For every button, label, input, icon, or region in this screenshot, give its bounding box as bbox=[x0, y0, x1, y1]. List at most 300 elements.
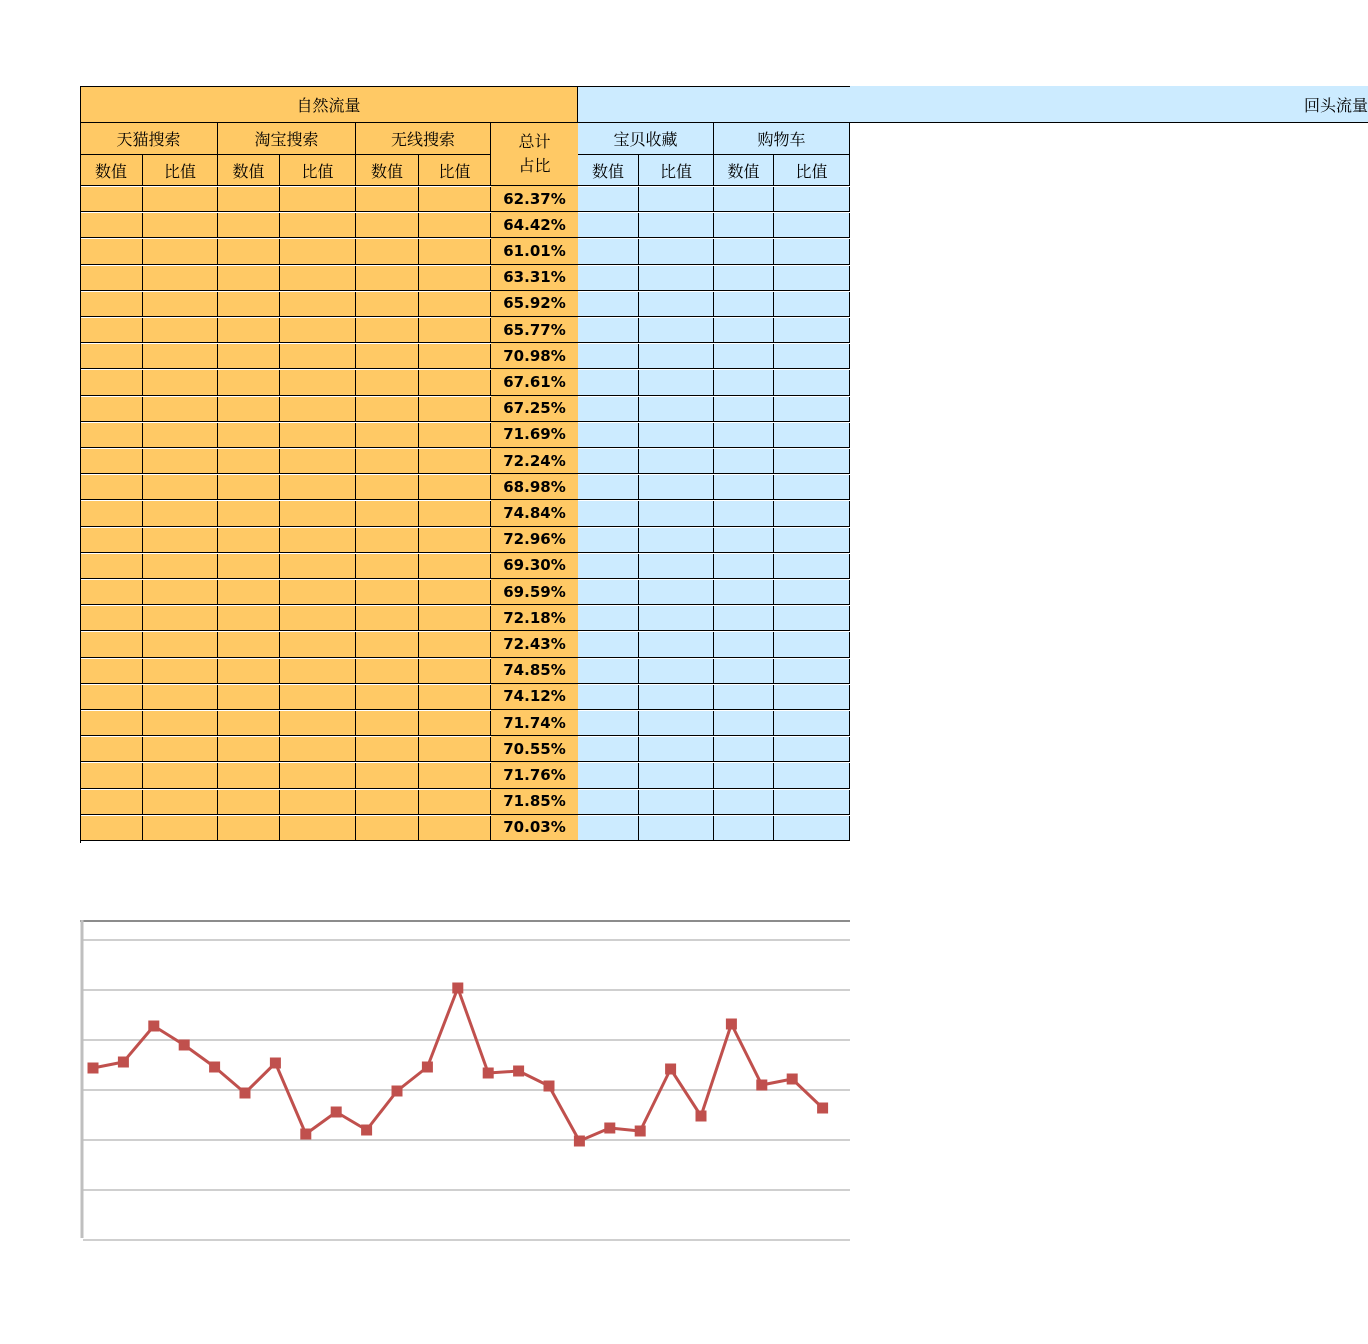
data-point bbox=[604, 1123, 615, 1134]
data-cell bbox=[280, 239, 356, 264]
data-cell bbox=[143, 266, 218, 291]
data-cell bbox=[714, 737, 774, 762]
data-cell bbox=[80, 475, 143, 500]
data-cell bbox=[218, 528, 280, 553]
data-cell bbox=[774, 790, 850, 815]
data-point bbox=[696, 1111, 707, 1122]
data-cell bbox=[419, 266, 491, 291]
col-header-ratio: 比值 bbox=[280, 155, 356, 186]
data-cell bbox=[80, 397, 143, 422]
data-cell bbox=[419, 187, 491, 212]
data-cell bbox=[218, 816, 280, 841]
data-cell bbox=[578, 816, 639, 841]
data-cell bbox=[774, 423, 850, 448]
data-cell bbox=[578, 659, 639, 684]
data-cell bbox=[639, 475, 714, 500]
data-cell bbox=[774, 554, 850, 579]
data-cell bbox=[218, 239, 280, 264]
data-cell bbox=[356, 475, 419, 500]
data-cell bbox=[218, 763, 280, 788]
data-cell bbox=[419, 554, 491, 579]
data-cell bbox=[218, 554, 280, 579]
data-cell bbox=[143, 711, 218, 736]
data-cell bbox=[639, 763, 714, 788]
data-cell bbox=[639, 606, 714, 631]
data-cell bbox=[143, 397, 218, 422]
table-top-border bbox=[80, 86, 850, 87]
data-cell bbox=[80, 528, 143, 553]
col-header-ratio: 比值 bbox=[639, 155, 714, 186]
total-ratio-cell: 62.37% bbox=[491, 186, 578, 212]
data-cell bbox=[80, 370, 143, 395]
data-cell bbox=[218, 423, 280, 448]
data-cell bbox=[280, 344, 356, 369]
data-cell bbox=[578, 475, 639, 500]
total-ratio-cell: 70.98% bbox=[491, 343, 578, 369]
data-cell bbox=[356, 187, 419, 212]
data-point bbox=[635, 1126, 646, 1137]
data-cell bbox=[714, 397, 774, 422]
data-cell bbox=[639, 737, 714, 762]
data-cell bbox=[419, 685, 491, 710]
data-cell bbox=[578, 606, 639, 631]
data-cell bbox=[774, 239, 850, 264]
data-cell bbox=[639, 423, 714, 448]
col-header-ratio: 比值 bbox=[419, 155, 491, 186]
col-header-value: 数值 bbox=[356, 155, 419, 186]
data-cell bbox=[218, 685, 280, 710]
total-ratio-cell: 72.18% bbox=[491, 605, 578, 631]
col-header-value: 数值 bbox=[578, 155, 639, 186]
total-ratio-cell: 65.92% bbox=[491, 291, 578, 317]
data-cell bbox=[774, 606, 850, 631]
data-cell bbox=[356, 816, 419, 841]
series-line bbox=[93, 988, 823, 1141]
data-cell bbox=[280, 213, 356, 238]
data-cell bbox=[80, 213, 143, 238]
data-point bbox=[209, 1062, 220, 1073]
data-cell bbox=[714, 580, 774, 605]
data-cell bbox=[143, 449, 218, 474]
data-cell bbox=[639, 632, 714, 657]
data-point bbox=[452, 983, 463, 994]
data-cell bbox=[419, 449, 491, 474]
data-cell bbox=[639, 187, 714, 212]
data-cell bbox=[143, 370, 218, 395]
data-cell bbox=[280, 370, 356, 395]
data-cell bbox=[578, 266, 639, 291]
data-cell bbox=[639, 213, 714, 238]
total-ratio-cell: 74.85% bbox=[491, 658, 578, 684]
data-cell bbox=[419, 344, 491, 369]
data-cell bbox=[356, 449, 419, 474]
data-cell bbox=[774, 659, 850, 684]
data-cell bbox=[774, 711, 850, 736]
data-cell bbox=[143, 344, 218, 369]
data-cell bbox=[280, 763, 356, 788]
data-cell bbox=[774, 580, 850, 605]
data-cell bbox=[714, 606, 774, 631]
data-cell bbox=[578, 213, 639, 238]
data-cell bbox=[218, 213, 280, 238]
data-cell bbox=[80, 292, 143, 317]
data-cell bbox=[419, 711, 491, 736]
data-cell bbox=[80, 266, 143, 291]
data-cell bbox=[356, 790, 419, 815]
data-cell bbox=[419, 501, 491, 526]
data-cell bbox=[143, 292, 218, 317]
data-cell bbox=[143, 763, 218, 788]
data-cell bbox=[639, 816, 714, 841]
data-cell bbox=[80, 554, 143, 579]
data-cell bbox=[356, 266, 419, 291]
data-cell bbox=[578, 449, 639, 474]
data-cell bbox=[419, 606, 491, 631]
data-cell bbox=[80, 685, 143, 710]
data-cell bbox=[639, 370, 714, 395]
col-header-value: 数值 bbox=[714, 155, 774, 186]
data-cell bbox=[774, 685, 850, 710]
data-cell bbox=[639, 318, 714, 343]
data-cell bbox=[774, 344, 850, 369]
data-cell bbox=[143, 737, 218, 762]
data-cell bbox=[714, 711, 774, 736]
data-point bbox=[422, 1062, 433, 1073]
data-cell bbox=[218, 187, 280, 212]
data-cell bbox=[774, 187, 850, 212]
data-cell bbox=[218, 266, 280, 291]
data-cell bbox=[714, 659, 774, 684]
data-cell bbox=[774, 501, 850, 526]
data-cell bbox=[280, 397, 356, 422]
data-cell bbox=[639, 501, 714, 526]
data-point bbox=[331, 1107, 342, 1118]
data-cell bbox=[143, 213, 218, 238]
data-cell bbox=[639, 659, 714, 684]
data-cell bbox=[280, 685, 356, 710]
data-cell bbox=[280, 528, 356, 553]
data-cell bbox=[774, 213, 850, 238]
data-point bbox=[270, 1058, 281, 1069]
data-point bbox=[240, 1088, 251, 1099]
data-cell bbox=[774, 449, 850, 474]
data-cell bbox=[774, 737, 850, 762]
total-ratio-cell: 71.69% bbox=[491, 422, 578, 448]
data-cell bbox=[143, 580, 218, 605]
data-cell bbox=[578, 344, 639, 369]
data-cell bbox=[218, 606, 280, 631]
data-cell bbox=[419, 790, 491, 815]
col-header-ratio: 比值 bbox=[774, 155, 850, 186]
data-cell bbox=[356, 423, 419, 448]
data-cell bbox=[280, 816, 356, 841]
data-cell bbox=[218, 370, 280, 395]
data-point bbox=[483, 1068, 494, 1079]
data-cell bbox=[143, 528, 218, 553]
col-header-ratio: 比值 bbox=[143, 155, 218, 186]
data-cell bbox=[639, 790, 714, 815]
total-ratio-cell: 61.01% bbox=[491, 238, 578, 264]
data-cell bbox=[218, 318, 280, 343]
data-cell bbox=[714, 213, 774, 238]
data-cell bbox=[578, 423, 639, 448]
data-cell bbox=[714, 449, 774, 474]
data-cell bbox=[639, 528, 714, 553]
data-cell bbox=[419, 370, 491, 395]
data-cell bbox=[356, 580, 419, 605]
data-cell bbox=[143, 659, 218, 684]
data-cell bbox=[218, 659, 280, 684]
data-cell bbox=[714, 239, 774, 264]
data-cell bbox=[80, 659, 143, 684]
data-cell bbox=[80, 318, 143, 343]
data-cell bbox=[356, 344, 419, 369]
data-cell bbox=[578, 685, 639, 710]
data-cell bbox=[578, 318, 639, 343]
data-cell bbox=[280, 632, 356, 657]
data-cell bbox=[714, 685, 774, 710]
data-cell bbox=[774, 475, 850, 500]
data-cell bbox=[356, 554, 419, 579]
data-cell bbox=[714, 187, 774, 212]
data-cell bbox=[80, 816, 143, 841]
data-cell bbox=[419, 475, 491, 500]
total-ratio-cell: 71.76% bbox=[491, 762, 578, 788]
data-cell bbox=[143, 475, 218, 500]
data-cell bbox=[714, 763, 774, 788]
data-point bbox=[665, 1064, 676, 1075]
data-cell bbox=[639, 685, 714, 710]
data-cell bbox=[143, 632, 218, 657]
data-cell bbox=[639, 554, 714, 579]
data-cell bbox=[578, 580, 639, 605]
data-cell bbox=[143, 239, 218, 264]
data-cell bbox=[578, 790, 639, 815]
data-cell bbox=[80, 632, 143, 657]
data-cell bbox=[356, 397, 419, 422]
data-cell bbox=[714, 501, 774, 526]
data-cell bbox=[578, 711, 639, 736]
data-cell bbox=[356, 711, 419, 736]
header-tmall-search: 天猫搜索 bbox=[80, 123, 218, 155]
data-cell bbox=[419, 580, 491, 605]
data-cell bbox=[714, 790, 774, 815]
data-point bbox=[787, 1074, 798, 1085]
data-cell bbox=[714, 528, 774, 553]
data-cell bbox=[419, 239, 491, 264]
data-cell bbox=[714, 318, 774, 343]
data-cell bbox=[218, 449, 280, 474]
data-point bbox=[574, 1136, 585, 1147]
data-cell bbox=[218, 632, 280, 657]
col-header-value: 数值 bbox=[218, 155, 280, 186]
data-cell bbox=[80, 737, 143, 762]
data-point bbox=[361, 1125, 372, 1136]
data-cell bbox=[774, 292, 850, 317]
data-cell bbox=[714, 423, 774, 448]
data-cell bbox=[143, 790, 218, 815]
data-cell bbox=[280, 449, 356, 474]
total-ratio-line2: 占比 bbox=[518, 156, 551, 175]
data-cell bbox=[578, 239, 639, 264]
data-cell bbox=[774, 370, 850, 395]
total-ratio-cell: 72.24% bbox=[491, 448, 578, 474]
header-cart: 购物车 bbox=[714, 123, 850, 155]
data-cell bbox=[578, 528, 639, 553]
total-ratio-cell: 68.98% bbox=[491, 474, 578, 500]
data-cell bbox=[714, 816, 774, 841]
data-cell bbox=[280, 475, 356, 500]
col-header-value: 数值 bbox=[80, 155, 143, 186]
header-mobile-search: 无线搜索 bbox=[356, 123, 491, 155]
data-point bbox=[118, 1057, 129, 1068]
data-point bbox=[513, 1066, 524, 1077]
data-cell bbox=[578, 292, 639, 317]
data-cell bbox=[143, 554, 218, 579]
data-cell bbox=[356, 737, 419, 762]
data-cell bbox=[356, 606, 419, 631]
data-cell bbox=[639, 711, 714, 736]
total-ratio-cell: 72.96% bbox=[491, 527, 578, 553]
data-cell bbox=[356, 763, 419, 788]
data-cell bbox=[80, 239, 143, 264]
data-cell bbox=[356, 292, 419, 317]
data-cell bbox=[218, 397, 280, 422]
data-cell bbox=[639, 580, 714, 605]
data-point bbox=[544, 1081, 555, 1092]
data-cell bbox=[419, 213, 491, 238]
data-cell bbox=[280, 423, 356, 448]
data-point bbox=[148, 1021, 159, 1032]
data-cell bbox=[218, 580, 280, 605]
data-cell bbox=[714, 632, 774, 657]
data-cell bbox=[280, 737, 356, 762]
data-cell bbox=[578, 501, 639, 526]
data-cell bbox=[280, 501, 356, 526]
data-cell bbox=[578, 737, 639, 762]
data-cell bbox=[356, 632, 419, 657]
data-cell bbox=[774, 816, 850, 841]
data-cell bbox=[280, 318, 356, 343]
data-cell bbox=[280, 292, 356, 317]
data-cell bbox=[774, 632, 850, 657]
table-left-border bbox=[80, 86, 81, 843]
data-cell bbox=[356, 318, 419, 343]
data-cell bbox=[80, 711, 143, 736]
data-point bbox=[392, 1086, 403, 1097]
data-cell bbox=[356, 528, 419, 553]
data-cell bbox=[419, 397, 491, 422]
total-ratio-cell: 69.59% bbox=[491, 579, 578, 605]
data-point bbox=[88, 1063, 99, 1074]
data-cell bbox=[280, 554, 356, 579]
data-cell bbox=[143, 318, 218, 343]
data-cell bbox=[639, 449, 714, 474]
header-return-traffic: 回头流量 bbox=[578, 86, 1368, 123]
data-cell bbox=[419, 292, 491, 317]
data-cell bbox=[280, 266, 356, 291]
header-taobao-search: 淘宝搜索 bbox=[218, 123, 356, 155]
total-ratio-cell: 69.30% bbox=[491, 553, 578, 579]
data-cell bbox=[419, 318, 491, 343]
data-cell bbox=[280, 187, 356, 212]
header-natural-traffic: 自然流量 bbox=[80, 86, 578, 123]
data-cell bbox=[80, 501, 143, 526]
total-ratio-cell: 64.42% bbox=[491, 212, 578, 238]
total-ratio-cell: 65.77% bbox=[491, 317, 578, 343]
data-cell bbox=[639, 239, 714, 264]
data-cell bbox=[143, 187, 218, 212]
total-ratio-cell: 63.31% bbox=[491, 265, 578, 291]
data-cell bbox=[774, 528, 850, 553]
data-cell bbox=[280, 606, 356, 631]
data-cell bbox=[419, 632, 491, 657]
data-cell bbox=[356, 685, 419, 710]
data-cell bbox=[419, 659, 491, 684]
data-cell bbox=[143, 816, 218, 841]
data-point bbox=[179, 1040, 190, 1051]
data-cell bbox=[80, 763, 143, 788]
data-cell bbox=[639, 266, 714, 291]
data-cell bbox=[578, 554, 639, 579]
data-cell bbox=[774, 318, 850, 343]
data-cell bbox=[218, 501, 280, 526]
data-cell bbox=[143, 423, 218, 448]
data-cell bbox=[639, 344, 714, 369]
data-cell bbox=[356, 213, 419, 238]
data-cell bbox=[419, 423, 491, 448]
data-cell bbox=[280, 580, 356, 605]
data-cell bbox=[419, 737, 491, 762]
total-ratio-cell: 72.43% bbox=[491, 631, 578, 657]
data-cell bbox=[80, 187, 143, 212]
data-cell bbox=[356, 370, 419, 395]
data-cell bbox=[80, 580, 143, 605]
total-ratio-cell: 74.12% bbox=[491, 684, 578, 710]
traffic-table bbox=[80, 86, 1368, 843]
data-cell bbox=[578, 763, 639, 788]
data-cell bbox=[280, 790, 356, 815]
data-cell bbox=[578, 397, 639, 422]
data-cell bbox=[774, 266, 850, 291]
data-cell bbox=[80, 606, 143, 631]
data-cell bbox=[356, 659, 419, 684]
data-cell bbox=[578, 370, 639, 395]
data-cell bbox=[218, 711, 280, 736]
ratio-line-chart bbox=[80, 920, 850, 1238]
total-ratio-cell: 67.25% bbox=[491, 396, 578, 422]
data-cell bbox=[356, 239, 419, 264]
data-cell bbox=[218, 292, 280, 317]
data-point bbox=[726, 1019, 737, 1030]
data-cell bbox=[714, 370, 774, 395]
data-cell bbox=[143, 685, 218, 710]
data-cell bbox=[639, 292, 714, 317]
total-ratio-cell: 70.55% bbox=[491, 736, 578, 762]
data-cell bbox=[143, 501, 218, 526]
data-cell bbox=[714, 475, 774, 500]
header-favorites: 宝贝收藏 bbox=[578, 123, 714, 155]
data-cell bbox=[714, 554, 774, 579]
data-cell bbox=[80, 344, 143, 369]
data-cell bbox=[218, 737, 280, 762]
data-cell bbox=[419, 763, 491, 788]
data-cell bbox=[639, 397, 714, 422]
data-cell bbox=[80, 790, 143, 815]
total-ratio-cell: 71.74% bbox=[491, 710, 578, 736]
data-point bbox=[817, 1103, 828, 1114]
data-cell bbox=[143, 606, 218, 631]
